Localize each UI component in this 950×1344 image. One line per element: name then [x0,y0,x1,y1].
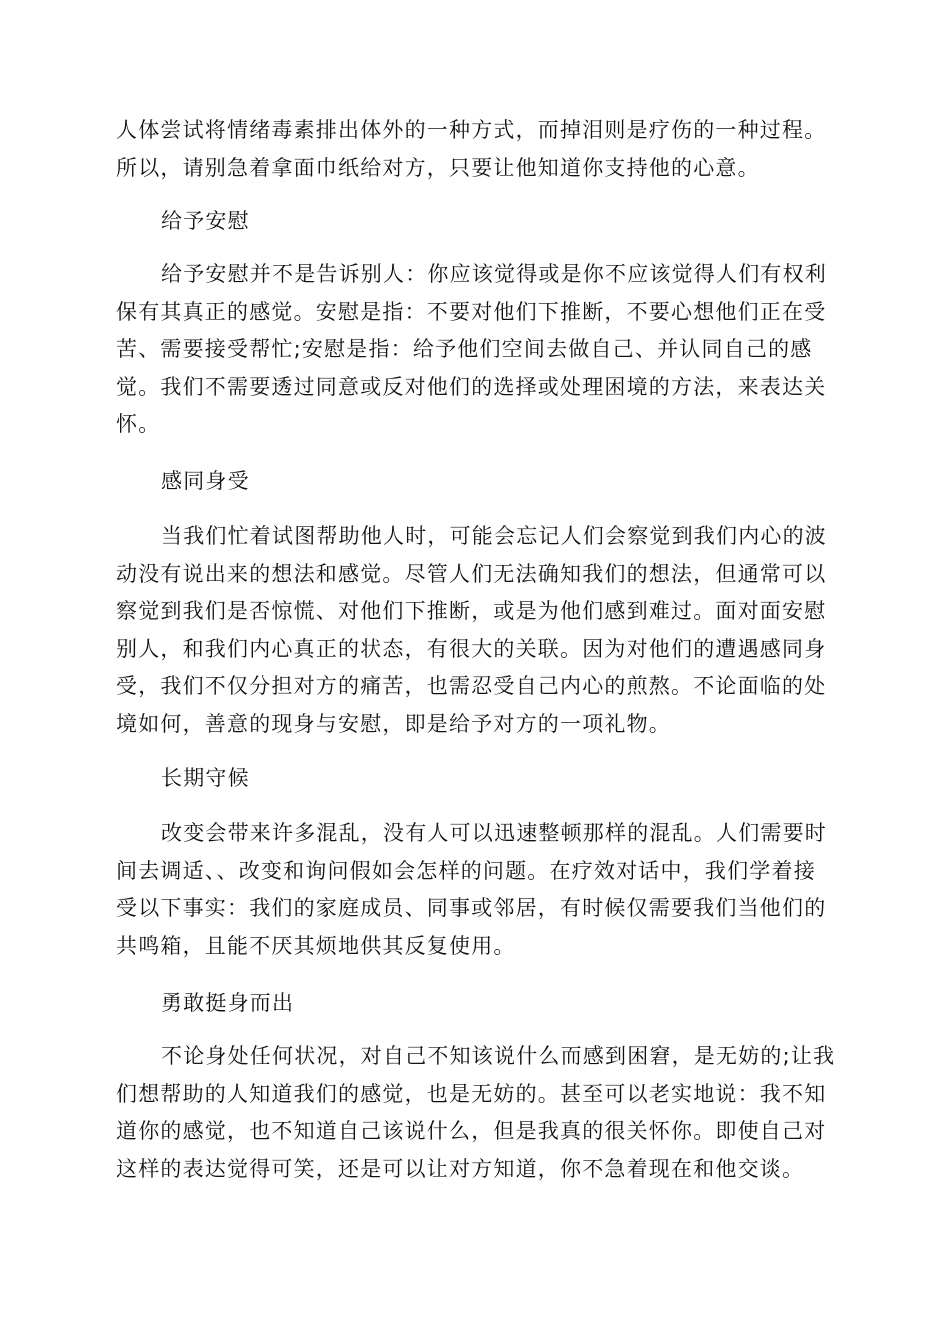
section-body-long-term: 改变会带来许多混乱，没有人可以迅速整顿那样的混乱。人们需要时间去调适、、改变和询问假如会怎样的问题。在疗效对话中，我们学着接受以下事实：我们的家庭成员、同事或邻居，有时候仅需要我们当他们的共鸣箱，且能不厌其烦地供其反复使用。 [116,821,827,958]
section-heading-empathy: 感同身受 [161,469,250,493]
section-heading-comfort: 给予安慰 [161,209,250,233]
section-heading-long-term: 长期守候 [161,766,250,790]
section-body-empathy: 当我们忙着试图帮助他人时，可能会忘记人们会察觉到我们内心的波动没有说出来的想法和感觉。尽管人们无法确知我们的想法，但通常可以察觉到我们是否惊慌、对他们下推断，或是为他们感到难过。面对面安慰别人，和我们内心真正的状态，有很大的关联。因为对他们的遭遇感同身受，我们不仅分担对方的痛苦，也需忍受自己内心的煎熬。不论面临的处境如何，善意的现身与安慰，即是给予对方的一项礼物。 [116,524,827,736]
section-heading-step-forward: 勇敢挺身而出 [161,991,295,1015]
intro-paragraph: 人体尝试将情绪毒素排出体外的一种方式，而掉泪则是疗伤的一种过程。所以，请别急着拿面巾纸给对方，只要让他知道你支持他的心意。 [116,118,827,180]
section-body-comfort: 给予安慰并不是告诉别人：你应该觉得或是你不应该觉得人们有权利保有其真正的感觉。安慰是指：不要对他们下推断，不要心想他们正在受苦、需要接受帮忙;安慰是指：给予他们空间去做自己、并认同自己的感觉。我们不需要透过同意或反对他们的选择或处理困境的方法，来表达关怀。 [116,262,827,436]
section-body-step-forward: 不论身处任何状况，对自己不知该说什么而感到困窘，是无妨的;让我们想帮助的人知道我们的感觉，也是无妨的。甚至可以老实地说：我不知道你的感觉，也不知道自己该说什么，但是我真的很关怀你。即使自己对这样的表达觉得可笑，还是可以让对方知道，你不急着现在和他交谈。 [116,1044,836,1181]
